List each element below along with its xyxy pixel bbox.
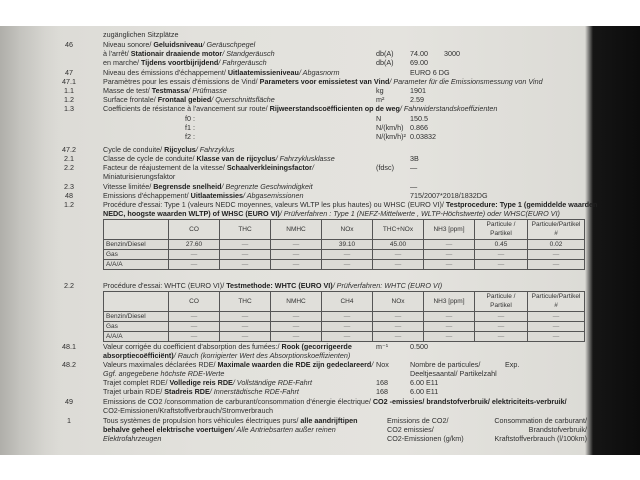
label-german: / Fahrgeräusch (218, 58, 267, 67)
unit-label: m⁻¹ (376, 342, 389, 351)
label-dutch: Stationair draaiende motor (130, 49, 223, 58)
unit-label: 168 (376, 387, 388, 396)
row-label: A/A/A (104, 260, 169, 270)
table-cell: — (373, 321, 424, 331)
coefficient-label: f0 : (185, 114, 195, 123)
label-dutch: Uitlaatemissies (190, 191, 244, 200)
table-cell: 27.60 (169, 239, 220, 249)
column-header: Particule / Partikel (475, 292, 528, 312)
column-header: NH3 [ppm] (424, 292, 475, 312)
section-number: 1.2 (64, 200, 74, 209)
row-label: Benzin/Diesel (104, 239, 169, 249)
table-cell: — (271, 311, 322, 321)
label-german: / Prüfverfahren : Type 1 (NEFZ-Mittelwerte , WLTP-Höchstwerte) oder WHSC(EURO VI) (279, 209, 560, 218)
table-cell: — (271, 249, 322, 259)
label-french: Valeur corrigée du coefficient d'absorption des fumées:/ (103, 342, 282, 351)
value: 150.5 (410, 114, 428, 123)
unit-label: N (376, 114, 382, 123)
document-line (103, 191, 303, 200)
label-german: / Begrenzte Geschwindigkeit (221, 182, 313, 191)
label-german: / Prüfmasse (188, 86, 227, 95)
value: Deeltjesaantal/ Partikelzahl (410, 369, 497, 378)
section-number: 48.2 (62, 360, 76, 369)
unit-label: Nox (376, 360, 389, 369)
value: — (410, 182, 418, 191)
value: 6.00 E11 (410, 387, 439, 396)
document-line (103, 387, 299, 396)
label-german: / Innerstädtische RDE-Fahrt (209, 387, 299, 396)
label-dutch: Maximale waarden die RDE zijn gedeclareerd (217, 360, 372, 369)
label-dutch: Parameters voor emissietest van Vind (259, 77, 390, 86)
table-cell: 45.00 (373, 239, 424, 249)
label-german: / Fahrwiderstandskoeffizienten (399, 104, 498, 113)
document-line (103, 425, 336, 434)
table-cell: — (528, 311, 585, 321)
document-line (103, 86, 227, 95)
table-row (104, 249, 585, 259)
coefficient-label: f2 : (185, 132, 195, 141)
unit-label: db(A) (376, 58, 394, 67)
section-number: 1.3 (64, 104, 74, 113)
co2-emissions-label: Emissions de CO2/ (387, 416, 449, 425)
table-cell: — (322, 321, 373, 331)
document-line (103, 369, 224, 378)
line-text-german: Elektrofahrzeugen (103, 434, 162, 443)
label-dutch: absorptiecoëfficiënt) (103, 351, 174, 360)
label-german: / Fahrzyklusklasse (275, 154, 335, 163)
line-text: zugänglichen Sitzplätze (103, 30, 179, 39)
table-cell: — (424, 249, 475, 259)
unit-label: N/(km/h)² (376, 132, 406, 141)
label-french: Emissions de CO2 /consommation de carburant/consommation d'énergie électrique/ (103, 397, 373, 406)
document-line (103, 172, 175, 181)
column-header: THC (220, 220, 271, 240)
column-header: CH4 (322, 292, 373, 312)
unit-label: kg (376, 86, 384, 95)
document-line (103, 281, 442, 290)
label-dutch: Rijweerstandscoëfficienten op de weg (269, 104, 400, 113)
table-cell: — (528, 249, 585, 259)
table-cell: — (528, 332, 585, 342)
table-cell: — (220, 321, 271, 331)
label-german: / Abgasnorm (298, 68, 340, 77)
section-number: 47.2 (62, 145, 76, 154)
table-row (104, 239, 585, 249)
column-header: NMHC (271, 292, 322, 312)
table-cell: — (220, 239, 271, 249)
document-line (103, 30, 179, 39)
document-line (103, 154, 335, 163)
table-row (104, 311, 585, 321)
table-cell: — (220, 311, 271, 321)
label-dutch: alle aandrijftipen (300, 416, 358, 425)
label-dutch: behalve geheel elektrische voertuigen (103, 425, 233, 434)
document-line (185, 123, 195, 132)
label-french: Classe de cycle de conduite/ (103, 154, 197, 163)
label-french: en marche/ (103, 58, 141, 67)
emissions-table-whtc (103, 291, 585, 342)
table-cell: — (373, 260, 424, 270)
column-header: THC+NOx (373, 220, 424, 240)
value: 0.03832 (410, 132, 436, 141)
fuel-consumption-label: Brandstofverbruik/ (528, 425, 587, 434)
table-cell: — (271, 332, 322, 342)
label-dutch: CO2 -emissies/ brandstofverbruik/ elektriciteits-verbruik/ (372, 397, 567, 406)
label-dutch: Frontaal gebied (157, 95, 212, 104)
column-header: Particule / Partikel (475, 220, 528, 240)
column-header: NOx (322, 220, 373, 240)
document-line (103, 378, 312, 387)
column-header: CO (169, 292, 220, 312)
document-line (103, 406, 273, 415)
label-german: / Abgasemissionen (243, 191, 304, 200)
table-cell: — (373, 249, 424, 259)
value: 74.00 (410, 49, 428, 58)
table-row (104, 321, 585, 331)
column-header: CO (169, 220, 220, 240)
unit-label: m² (376, 95, 385, 104)
section-number: 2.2 (64, 281, 74, 290)
section-number: 47 (65, 68, 73, 77)
label-german: / Standgeräusch (222, 49, 275, 58)
document-line (103, 397, 567, 406)
label-german: / Prüfverfahren: WHTC (EURO VI) (332, 281, 443, 290)
label-dutch: Stadreis RDE (164, 387, 210, 396)
label-french: Procédure d'essai: WHTC (EURO VI)/ (103, 281, 227, 290)
value: — (410, 163, 418, 172)
label-german: / (311, 163, 314, 172)
coefficient-label: f1 : (185, 123, 195, 132)
table-cell: 39.10 (322, 239, 373, 249)
label-dutch: Begrensde snelheid (153, 182, 222, 191)
document-line (103, 95, 275, 104)
column-header: THC (220, 292, 271, 312)
table-cell: — (271, 260, 322, 270)
label-dutch: Testprocedure: Type 1 (gemiddelde waarden (445, 200, 598, 209)
label-french: Procédure d'essai: Type 1 (valeurs NEDC moyennes, valeurs WLTP les plus hautes) ou WHSC (EURO VI)/ (103, 200, 446, 209)
table-header-row (104, 220, 585, 240)
table-cell: — (220, 332, 271, 342)
label-french: Cycle de conduite/ (103, 145, 165, 154)
table-cell: — (528, 260, 585, 270)
table-cell: — (322, 260, 373, 270)
section-number: 2.3 (64, 182, 74, 191)
table-cell: — (169, 260, 220, 270)
section-number: 48 (65, 191, 73, 200)
label-german: / Alle Antriebsarten außer reinen (232, 425, 336, 434)
row-label: Gas (104, 321, 169, 331)
column-header: NH3 [ppm] (424, 220, 475, 240)
column-header (104, 292, 169, 312)
label-dutch: Uitlaatemissieniveau (227, 68, 299, 77)
table-cell: — (169, 249, 220, 259)
label-french: Vitesse limitée/ (103, 182, 154, 191)
table-cell: — (475, 249, 528, 259)
table-cell: — (424, 311, 475, 321)
label-german: / Rauch (korrigierter Wert des Absorptionskoeffizienten) (173, 351, 351, 360)
unit-label: (fdsc) (376, 163, 394, 172)
value: 1901 (410, 86, 426, 95)
table-cell: — (220, 249, 271, 259)
label-german: / Vollständige RDE-Fahrt (232, 378, 313, 387)
column-header (104, 220, 169, 240)
table-cell: — (475, 321, 528, 331)
table-cell: — (424, 321, 475, 331)
label-french: Niveau sonore/ (103, 40, 154, 49)
document-line (103, 416, 357, 425)
document-line (103, 104, 497, 113)
value-secondary: Exp. (505, 360, 520, 369)
table-cell: — (424, 239, 475, 249)
label-french: Emissions d'échappement/ (103, 191, 191, 200)
fuel-consumption-label: Kraftstoffverbrauch (l/100km) (494, 434, 587, 443)
label-french: Valeurs maximales déclarées RDE/ (103, 360, 218, 369)
line-text: CO2-Emissionen/Kraftstoffverbrauch/Stromverbrauch (103, 406, 274, 415)
table-cell: — (475, 332, 528, 342)
section-number: 46 (65, 40, 73, 49)
fuel-consumption-label: Consommation de carburant/ (494, 416, 587, 425)
column-header: NOx (373, 292, 424, 312)
label-french: Paramètres pour les essais d'émissions de Vind/ (103, 77, 260, 86)
value: 2.59 (410, 95, 424, 104)
value: 715/2007*2018/1832DG (410, 191, 488, 200)
value: 69.00 (410, 58, 428, 67)
document-line (103, 77, 543, 86)
label-dutch: Rook (gecorrigeerde (281, 342, 352, 351)
value: 6.00 E11 (410, 378, 439, 387)
table-row (104, 332, 585, 342)
value-secondary: 3000 (444, 49, 460, 58)
table-cell: — (322, 249, 373, 259)
document-line (103, 68, 339, 77)
label-dutch: Tijdens voortbijrijdend (140, 58, 219, 67)
label-german: / Querschnittsfläche (211, 95, 275, 104)
label-dutch: Testmethode: WHTC (EURO VI) (226, 281, 333, 290)
label-dutch: NEDC, hoogste waarden WLTP) of WHSC (EURO VI) (103, 209, 280, 218)
document-line (103, 351, 350, 360)
emissions-table-type1 (103, 219, 585, 270)
label-french: Tous systèmes de propulsion hors véhicules électriques purs/ (103, 416, 301, 425)
value: Nombre de particules/ (410, 360, 481, 369)
table-cell: — (271, 321, 322, 331)
document-photo (0, 26, 640, 455)
label-french: Trajet complet RDE/ (103, 378, 170, 387)
document-line (103, 434, 161, 443)
label-german: / (371, 360, 374, 369)
paper-sheet (0, 26, 598, 455)
line-text: Miniaturisierungsfaktor (103, 172, 176, 181)
document-line (103, 145, 234, 154)
document-line (103, 200, 597, 209)
section-number: 2.1 (64, 154, 74, 163)
value: EURO 6 DG (410, 68, 450, 77)
table-cell: — (169, 332, 220, 342)
label-dutch: Volledige reis RDE (169, 378, 233, 387)
document-line (103, 49, 275, 58)
section-number: 2.2 (64, 163, 74, 172)
document-line (103, 182, 313, 191)
label-french: à l'arrêt/ (103, 49, 131, 58)
unit-label: N/(km/h) (376, 123, 404, 132)
section-number: 1.2 (64, 95, 74, 104)
column-header: Particule/Partikel # (528, 220, 585, 240)
label-dutch: Rijcyclus (164, 145, 196, 154)
value: 0.500 (410, 342, 428, 351)
table-cell: — (322, 311, 373, 321)
label-german: / Parameter für die Emissionsmessung von Vind (389, 77, 543, 86)
section-number: 1.1 (64, 86, 74, 95)
label-german: / Fahrzyklus (195, 145, 235, 154)
table-cell: — (424, 332, 475, 342)
table-cell: — (424, 260, 475, 270)
document-line (103, 40, 255, 49)
document-line (185, 132, 195, 141)
label-french: Niveau des émissions d'échappement/ (103, 68, 228, 77)
table-cell: — (373, 332, 424, 342)
table-cell: — (475, 311, 528, 321)
table-cell: — (322, 332, 373, 342)
section-number: 49 (65, 397, 73, 406)
table-cell: — (528, 321, 585, 331)
table-cell: 0.02 (528, 239, 585, 249)
table-cell: — (169, 311, 220, 321)
table-cell: — (373, 311, 424, 321)
label-dutch: Schaalverkleiningsfactor (226, 163, 312, 172)
line-text-german: Ggf. angegebene höchste RDE-Werte (103, 369, 225, 378)
table-cell: — (271, 239, 322, 249)
table-cell: — (475, 260, 528, 270)
label-french: Masse de test/ (103, 86, 152, 95)
co2-emissions-label: CO2 emissies/ (387, 425, 434, 434)
document-line (103, 342, 352, 351)
co2-emissions-label: CO2-Emissionen (g/km) (387, 434, 464, 443)
document-line (185, 114, 195, 123)
label-dutch: Klasse van de rijcyclus (196, 154, 276, 163)
document-line (103, 163, 314, 172)
row-label: A/A/A (104, 332, 169, 342)
column-header: Particule/Partikel # (528, 292, 585, 312)
document-line (103, 360, 373, 369)
unit-label: 168 (376, 378, 388, 387)
row-label: Benzin/Diesel (104, 311, 169, 321)
table-cell: 0.45 (475, 239, 528, 249)
section-number: 1 (67, 416, 71, 425)
section-number: 48.1 (62, 342, 76, 351)
unit-label: db(A) (376, 49, 394, 58)
column-header: NMHC (271, 220, 322, 240)
table-cell: — (169, 321, 220, 331)
label-french: Surface frontale/ (103, 95, 158, 104)
row-label: Gas (104, 249, 169, 259)
label-dutch: Geluidsniveau (153, 40, 203, 49)
label-french: Trajet urbain RDE/ (103, 387, 165, 396)
value: 3B (410, 154, 419, 163)
table-cell: — (220, 260, 271, 270)
label-french: Coefficients de résistance à l'avancement sur route/ (103, 104, 270, 113)
section-number: 47.1 (62, 77, 76, 86)
value: 0.866 (410, 123, 428, 132)
label-french: Facteur de réajustement de la vitesse/ (103, 163, 227, 172)
table-header-row (104, 292, 585, 312)
document-line (103, 58, 267, 67)
label-dutch: Testmassa (151, 86, 189, 95)
label-german: / Geräuschpegel (202, 40, 256, 49)
table-row (104, 260, 585, 270)
document-line (103, 209, 560, 218)
